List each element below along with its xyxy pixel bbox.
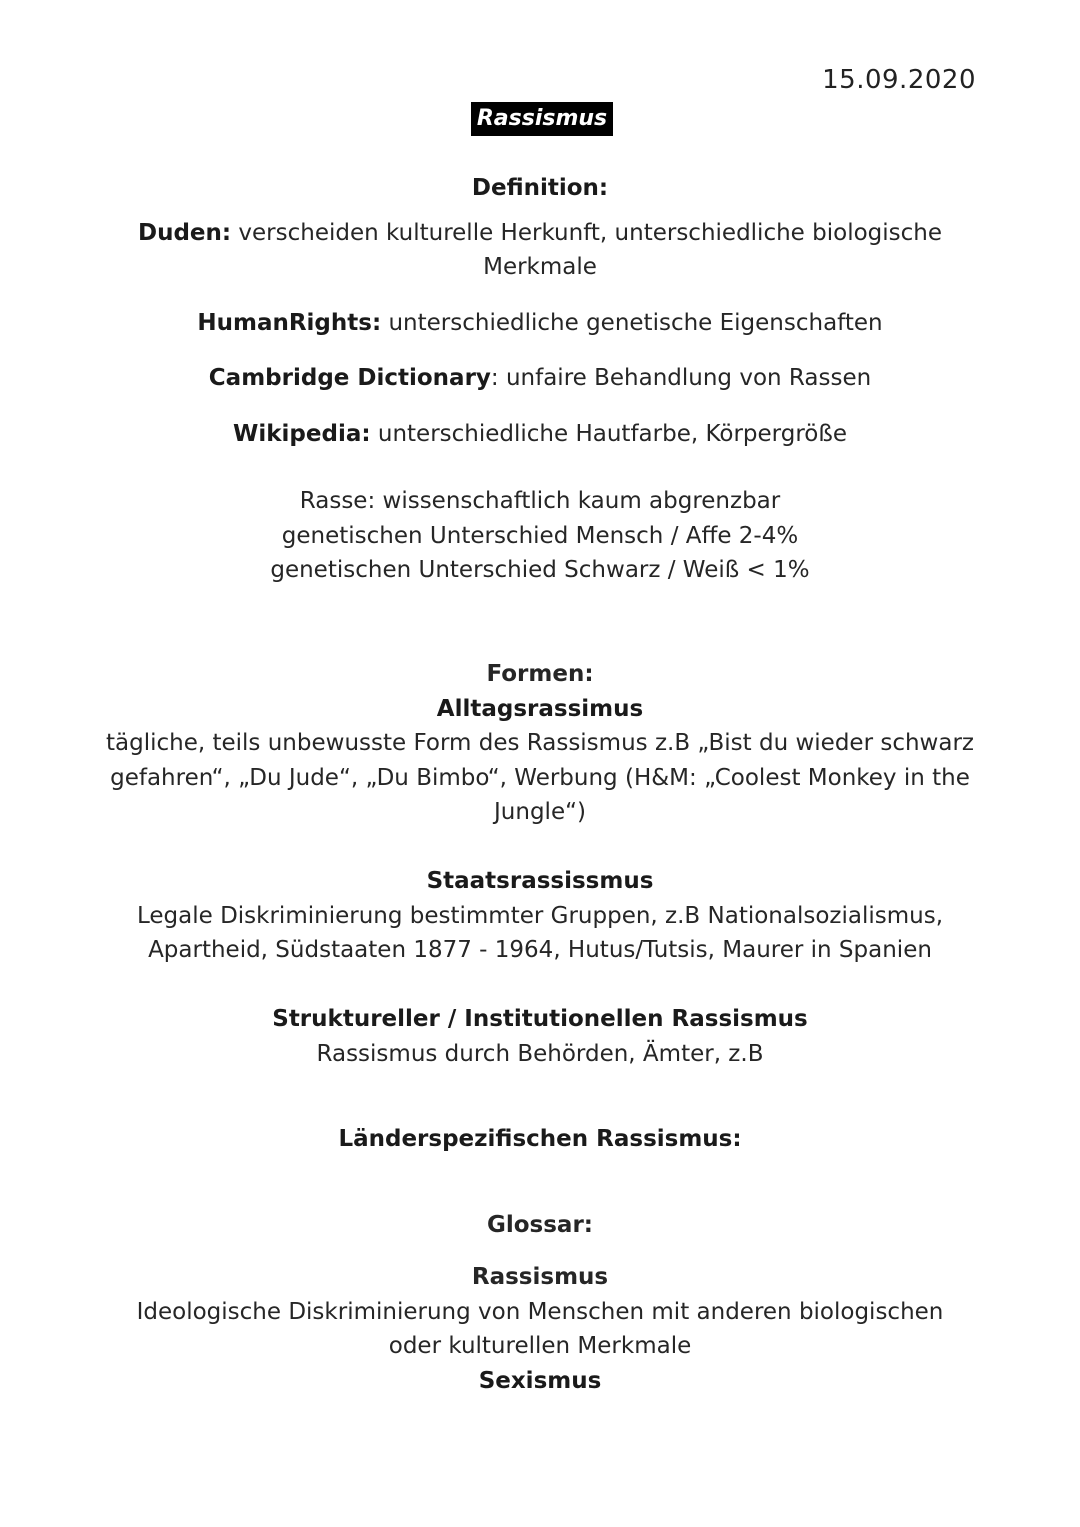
source-label: Duden: [138, 219, 232, 246]
glossary-heading: Glossar: [486, 1212, 593, 1238]
definition-text: : unfaire Behandlung von Rassen [490, 365, 872, 391]
structural-racism-section [90, 1002, 990, 1071]
definition-duden-cont: Merkmale [483, 254, 597, 280]
structural-racism-title: Struktureller / Institutionellen Rassismus [272, 1006, 808, 1032]
glossary-definition-line: Ideologische Diskriminierung von Menschen mit anderen biologischen [136, 1298, 944, 1325]
definition-cambridge [90, 361, 990, 396]
definition-heading: Definition: [471, 175, 609, 201]
country-racism-section [90, 1122, 990, 1157]
definition-humanrights [90, 306, 990, 341]
glossary-entries [90, 1260, 990, 1398]
definition-section [90, 171, 990, 451]
race-line: Rasse: wissenschaftlich kaum abgrenzbar [299, 488, 781, 514]
definition-text: unterschiedliche genetische Eigenschaften [381, 309, 883, 336]
everyday-racism-title: Alltagsrassimus [436, 695, 644, 722]
everyday-racism-line: Jungle“) [494, 799, 586, 825]
state-racism-line: Legale Diskriminierung bestimmter Gruppen, z.B Nationalsozialismus, [136, 902, 944, 929]
country-racism-title: Länderspezifischen Rassismus: [338, 1126, 742, 1152]
forms-section [90, 657, 990, 830]
everyday-racism-line: gefahren“, „Du Jude“, „Du Bimbo“, Werbung (H&M: „Coolest Monkey in the [110, 764, 970, 791]
glossary-term-sexismus: Sexismus [478, 1367, 602, 1394]
state-racism-line: Apartheid, Südstaaten 1877 - 1964, Hutus/Tutsis, Maurer in Spanien [148, 937, 932, 963]
date: 15.09.2020 [822, 65, 976, 95]
state-racism-section [90, 864, 990, 968]
race-line: genetischen Unterschied Schwarz / Weiß < 1% [270, 557, 810, 583]
source-label: HumanRights: [197, 309, 382, 336]
definition-wikipedia [90, 417, 990, 452]
glossary-definition-line: oder kulturellen Merkmale [388, 1333, 692, 1359]
source-label: Cambridge Dictionary [208, 365, 491, 391]
race-notes [90, 484, 990, 588]
structural-racism-line: Rassismus durch Behörden, Ämter, z.B [316, 1040, 764, 1067]
title-container [0, 102, 1080, 136]
race-line: genetischen Unterschied Mensch / Affe 2-4% [281, 522, 799, 549]
definition-text: unterschiedliche Hautfarbe, Körpergröße [370, 420, 847, 447]
everyday-racism-line: tägliche, teils unbewusste Form des Rassismus z.B „Bist du wieder schwarz [106, 730, 974, 756]
glossary-term-rassismus: Rassismus [471, 1264, 609, 1290]
forms-heading: Formen: [486, 661, 594, 687]
definition-text: verscheiden kulturelle Herkunft, unterschiedliche biologische [231, 219, 942, 246]
glossary-section [90, 1208, 990, 1243]
page-title: Rassismus [471, 102, 613, 136]
state-racism-title: Staatsrassissmus [426, 868, 654, 894]
source-label: Wikipedia: [233, 420, 371, 447]
definition-duden [90, 216, 990, 251]
